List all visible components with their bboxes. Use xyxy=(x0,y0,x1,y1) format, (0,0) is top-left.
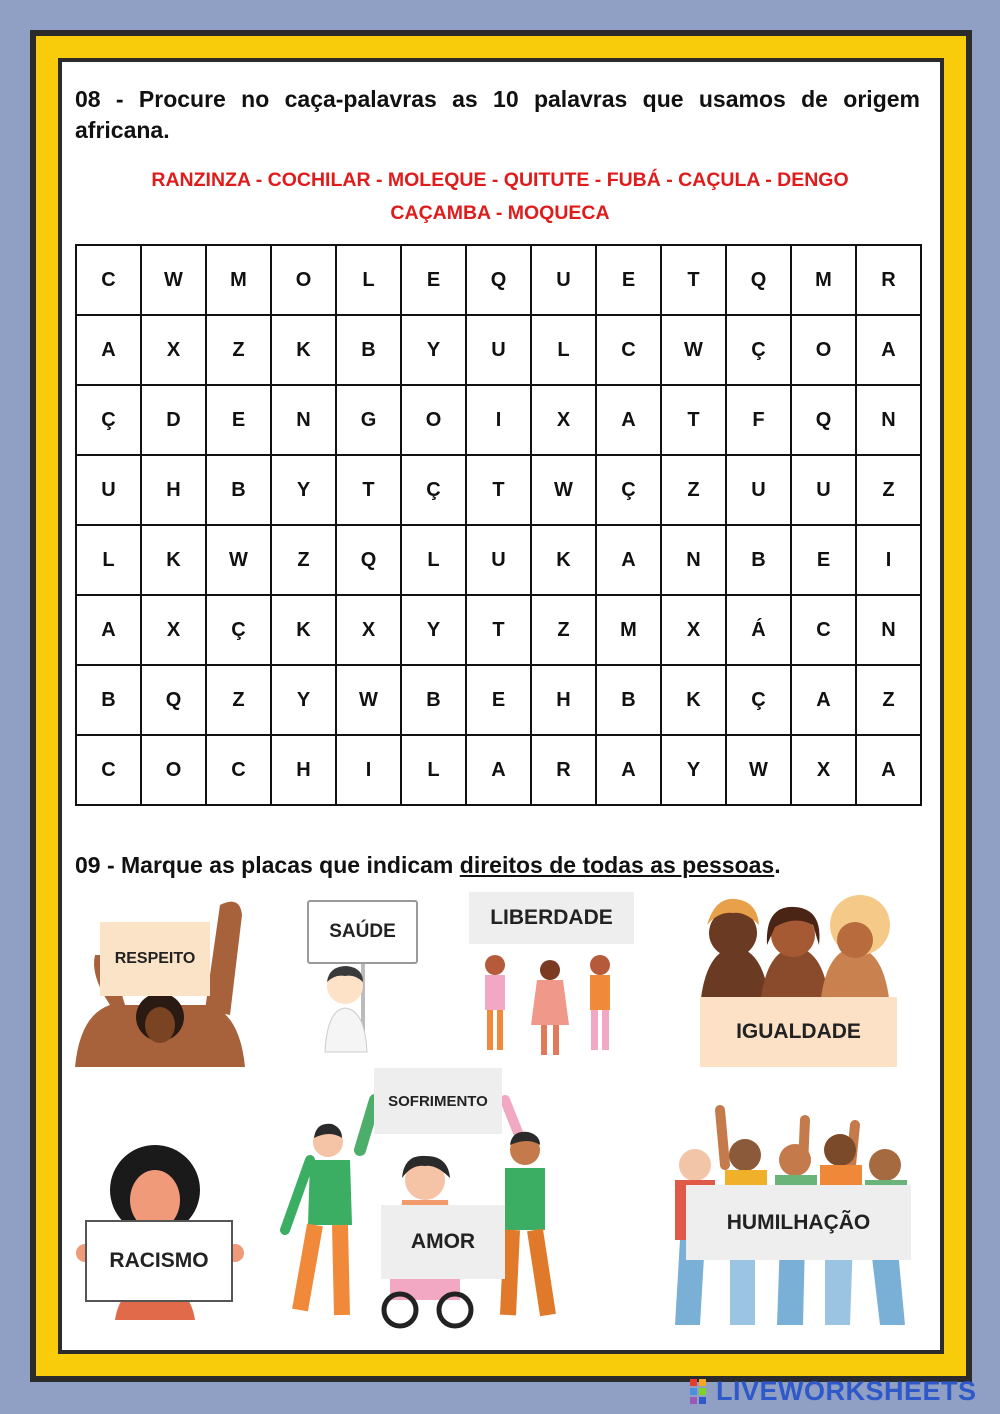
grid-cell[interactable]: A xyxy=(596,735,661,805)
grid-cell[interactable]: U xyxy=(531,245,596,315)
sign-humilhacao-label: HUMILHAÇÃO xyxy=(726,1210,871,1234)
grid-cell[interactable]: W xyxy=(531,455,596,525)
grid-cell[interactable]: Z xyxy=(271,525,336,595)
grid-cell[interactable]: E xyxy=(791,525,856,595)
sign-liberdade[interactable] xyxy=(469,892,634,944)
grid-cell[interactable]: Á xyxy=(726,595,791,665)
grid-cell[interactable]: Z xyxy=(856,665,921,735)
grid-cell[interactable]: X xyxy=(661,595,726,665)
grid-cell[interactable]: M xyxy=(791,245,856,315)
grid-cell[interactable]: X xyxy=(791,735,856,805)
grid-cell[interactable]: X xyxy=(141,315,206,385)
grid-cell[interactable]: G xyxy=(336,385,401,455)
grid-cell[interactable]: E xyxy=(206,385,271,455)
grid-cell[interactable]: K xyxy=(141,525,206,595)
grid-cell[interactable]: Y xyxy=(661,735,726,805)
grid-row xyxy=(76,315,921,385)
liveworksheets-logo-text: LIVEWORKSHEETS xyxy=(716,1375,977,1406)
grid-cell[interactable]: I xyxy=(336,735,401,805)
grid-cell[interactable]: Z xyxy=(531,595,596,665)
grid-cell[interactable]: X xyxy=(531,385,596,455)
liveworksheets-logo xyxy=(690,1374,977,1408)
igualdade-women-illustration xyxy=(695,895,905,1010)
grid-cell[interactable]: Z xyxy=(856,455,921,525)
grid-cell[interactable]: A xyxy=(856,315,921,385)
grid-cell[interactable]: Ç xyxy=(596,455,661,525)
question-09-title xyxy=(75,850,920,881)
grid-cell[interactable]: B xyxy=(596,665,661,735)
grid-row xyxy=(76,735,921,805)
grid-cell[interactable]: H xyxy=(141,455,206,525)
grid-cell[interactable]: W xyxy=(141,245,206,315)
grid-cell[interactable]: X xyxy=(336,595,401,665)
grid-cell[interactable]: C xyxy=(791,595,856,665)
sign-amor[interactable] xyxy=(381,1205,505,1279)
grid-cell[interactable]: A xyxy=(856,735,921,805)
sign-igualdade-label: IGUALDADE xyxy=(736,1020,861,1043)
word-search-grid xyxy=(75,244,922,806)
grid-cell[interactable]: T xyxy=(336,455,401,525)
grid-cell[interactable]: Ç xyxy=(726,665,791,735)
question-09-prefix: 09 - Marque as placas que indicam xyxy=(75,852,460,878)
grid-cell[interactable]: L xyxy=(401,735,466,805)
grid-cell[interactable]: C xyxy=(596,315,661,385)
liveworksheets-logo-icon xyxy=(690,1377,716,1405)
grid-cell[interactable]: N xyxy=(661,525,726,595)
grid-cell[interactable]: T xyxy=(466,595,531,665)
grid-cell[interactable]: Q xyxy=(336,525,401,595)
grid-cell[interactable]: O xyxy=(271,245,336,315)
grid-cell[interactable]: T xyxy=(466,455,531,525)
grid-cell[interactable]: I xyxy=(466,385,531,455)
grid-cell[interactable]: A xyxy=(596,525,661,595)
grid-cell[interactable]: Q xyxy=(141,665,206,735)
grid-cell[interactable]: N xyxy=(856,595,921,665)
grid-row xyxy=(76,665,921,735)
word-list-line-1: RANZINZA - COCHILAR - MOLEQUE - QUITUTE - FUBÁ - CAÇULA - DENGO xyxy=(151,169,849,191)
grid-cell[interactable]: U xyxy=(726,455,791,525)
question-09-underlined: direitos de todas as pessoas xyxy=(459,852,775,878)
grid-cell[interactable]: W xyxy=(661,315,726,385)
grid-row xyxy=(76,595,921,665)
sign-respeito-label: RESPEITO xyxy=(114,950,196,967)
grid-cell[interactable]: U xyxy=(76,455,141,525)
word-list xyxy=(75,164,925,230)
grid-cell[interactable]: C xyxy=(206,735,271,805)
grid-cell[interactable]: K xyxy=(661,665,726,735)
grid-cell[interactable]: A xyxy=(466,735,531,805)
sign-racismo[interactable] xyxy=(85,1220,233,1302)
grid-cell[interactable]: K xyxy=(271,595,336,665)
grid-cell[interactable]: N xyxy=(856,385,921,455)
grid-cell[interactable]: I xyxy=(856,525,921,595)
grid-cell[interactable]: Q xyxy=(466,245,531,315)
grid-cell[interactable]: L xyxy=(336,245,401,315)
grid-cell[interactable]: O xyxy=(401,385,466,455)
grid-cell[interactable]: A xyxy=(791,665,856,735)
grid-cell[interactable]: U xyxy=(466,525,531,595)
sign-racismo-label: RACISMO xyxy=(109,1249,209,1272)
grid-cell[interactable]: Q xyxy=(791,385,856,455)
grid-cell[interactable]: Y xyxy=(271,455,336,525)
grid-cell[interactable]: K xyxy=(531,525,596,595)
grid-cell[interactable]: E xyxy=(401,245,466,315)
grid-cell[interactable]: H xyxy=(271,735,336,805)
grid-cell[interactable]: T xyxy=(661,245,726,315)
grid-cell[interactable]: M xyxy=(206,245,271,315)
sign-respeito[interactable] xyxy=(100,922,210,996)
sign-saude-label: SAÚDE xyxy=(329,921,396,942)
saude-child-illustration xyxy=(315,960,390,1055)
grid-cell[interactable]: Y xyxy=(401,315,466,385)
sign-liberdade-label: LIBERDADE xyxy=(490,906,613,929)
grid-cell[interactable]: Ç xyxy=(76,385,141,455)
liberdade-children-illustration xyxy=(465,940,635,1060)
grid-cell[interactable]: A xyxy=(76,595,141,665)
grid-row xyxy=(76,385,921,455)
grid-cell[interactable]: L xyxy=(401,525,466,595)
grid-cell[interactable]: C xyxy=(76,245,141,315)
grid-cell[interactable]: F xyxy=(726,385,791,455)
question-08-title: 08 - Procure no caça-palavras as 10 palavras que usamos de origem africana. xyxy=(75,86,920,143)
grid-cell[interactable]: O xyxy=(141,735,206,805)
grid-cell[interactable]: R xyxy=(531,735,596,805)
question-09-suffix: . xyxy=(774,852,781,878)
word-list-line-2: CAÇAMBA - MOQUECA xyxy=(390,202,610,224)
grid-cell[interactable]: Y xyxy=(401,595,466,665)
grid-cell[interactable]: B xyxy=(401,665,466,735)
grid-row xyxy=(76,245,921,315)
grid-cell[interactable]: Z xyxy=(661,455,726,525)
grid-cell[interactable]: X xyxy=(141,595,206,665)
grid-cell[interactable]: H xyxy=(531,665,596,735)
grid-cell[interactable]: O xyxy=(791,315,856,385)
grid-cell[interactable]: L xyxy=(76,525,141,595)
grid-cell[interactable]: W xyxy=(336,665,401,735)
grid-cell[interactable]: A xyxy=(76,315,141,385)
grid-cell[interactable]: Ç xyxy=(401,455,466,525)
grid-cell[interactable]: D xyxy=(141,385,206,455)
grid-cell[interactable]: B xyxy=(76,665,141,735)
grid-cell[interactable]: A xyxy=(596,385,661,455)
grid-cell[interactable]: N xyxy=(271,385,336,455)
grid-cell[interactable]: M xyxy=(596,595,661,665)
grid-row xyxy=(76,525,921,595)
grid-cell[interactable]: K xyxy=(271,315,336,385)
grid-cell[interactable]: Ç xyxy=(726,315,791,385)
sign-amor-label: AMOR xyxy=(410,1230,476,1253)
grid-cell[interactable]: B xyxy=(726,525,791,595)
grid-cell[interactable]: U xyxy=(466,315,531,385)
grid-cell[interactable]: T xyxy=(661,385,726,455)
grid-row xyxy=(76,455,921,525)
grid-cell[interactable]: Q xyxy=(726,245,791,315)
sign-saude[interactable] xyxy=(307,900,418,964)
grid-cell[interactable]: Y xyxy=(271,665,336,735)
sign-sofrimento[interactable] xyxy=(374,1068,502,1134)
grid-cell[interactable]: B xyxy=(336,315,401,385)
grid-cell[interactable]: Z xyxy=(206,665,271,735)
grid-cell[interactable]: B xyxy=(206,455,271,525)
grid-cell[interactable]: E xyxy=(596,245,661,315)
sign-igualdade[interactable] xyxy=(700,997,897,1067)
grid-cell[interactable]: W xyxy=(206,525,271,595)
grid-cell[interactable]: R xyxy=(856,245,921,315)
grid-cell[interactable]: E xyxy=(466,665,531,735)
grid-cell[interactable]: Z xyxy=(206,315,271,385)
grid-cell[interactable]: U xyxy=(791,455,856,525)
grid-cell[interactable]: Ç xyxy=(206,595,271,665)
grid-cell[interactable]: L xyxy=(531,315,596,385)
grid-cell[interactable]: W xyxy=(726,735,791,805)
sign-humilhacao[interactable] xyxy=(686,1185,911,1260)
grid-cell[interactable]: C xyxy=(76,735,141,805)
sign-sofrimento-label: SOFRIMENTO xyxy=(388,1092,488,1110)
